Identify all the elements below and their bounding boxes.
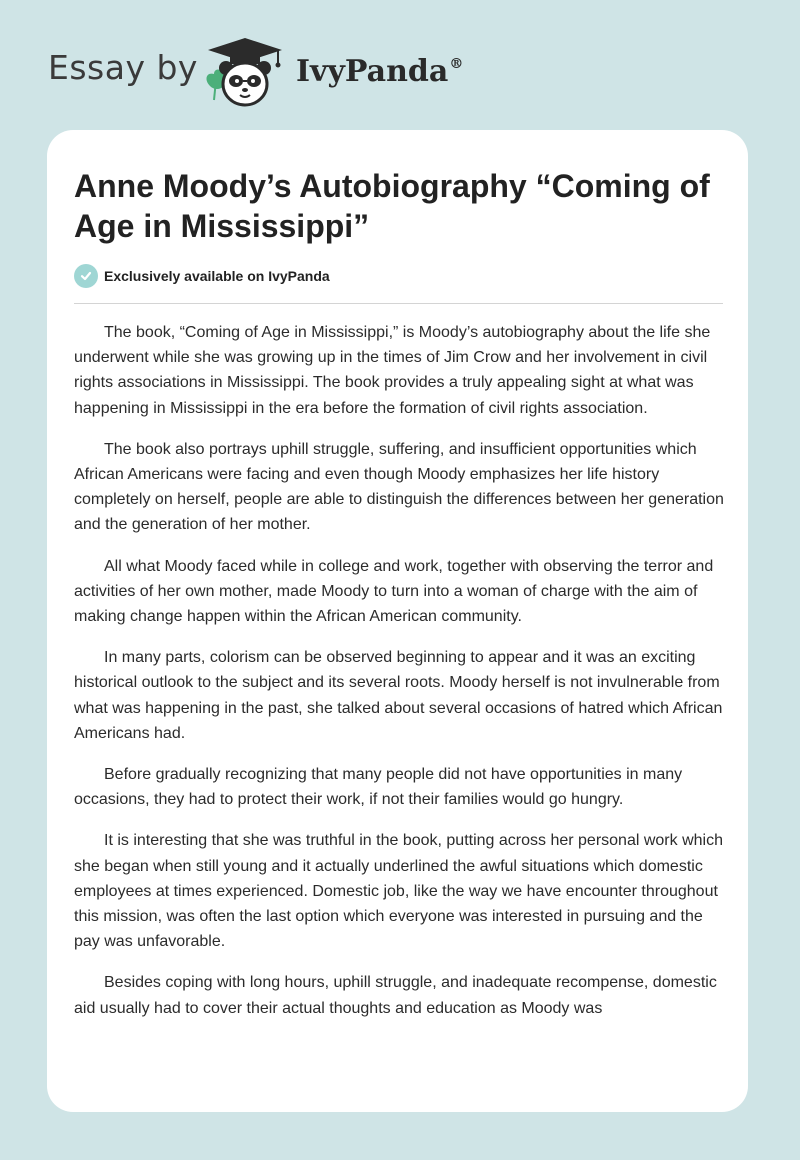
exclusive-badge xyxy=(74,264,330,288)
essay-body xyxy=(74,320,726,1037)
brand-label: IvyPanda xyxy=(296,54,449,89)
essay-paragraph: Besides coping with long hours, uphill struggle, and inadequate recompense, domestic aid usually had to cover their actual thoughts and education as Moody was xyxy=(74,974,717,1017)
essay-title: Anne Moody’s Autobiography “Coming of Age in Mississippi” xyxy=(74,168,710,244)
title-divider xyxy=(74,303,723,304)
ivypanda-panda-logo-icon[interactable] xyxy=(200,34,290,110)
essay-paragraph: It is interesting that she was truthful in the book, putting across her personal work which she began when still young and it actually underlined the awful situations which domestic employees at times experienced. Domestic job, like the way we have encounter throughout this mission, was often the last option which everyone was interested in pursuing and the pay was unfavorable. xyxy=(74,832,723,951)
essay-paragraph: Before gradually recognizing that many people did not have opportunities in many occasions, they had to protect their work, if not their families would go hungry. xyxy=(74,766,683,809)
essay-paragraph: In many parts, colorism can be observed beginning to appear and it was an exciting historical outlook to the subject and its several roots. Moody herself is not invulnerable from what was happening in the past, she talked about several occasions of hatred which African Americans had. xyxy=(74,649,723,742)
registered-mark: ® xyxy=(449,56,464,72)
essay-card xyxy=(47,130,748,1112)
check-circle-icon xyxy=(74,264,98,288)
essay-paragraph: The book also portrays uphill struggle, suffering, and insufficient opportunities which African Americans were facing and even though Moody emphasizes her life history completely on herself, people are able to distinguish the differences between her generation and the generation of her mother. xyxy=(74,440,724,534)
site-header xyxy=(0,0,800,130)
essay-by-label: Essay by xyxy=(48,48,198,87)
essay-paragraph: All what Moody faced while in college and work, together with observing the terror and activities of her own mother, made Moody to turn into a woman of charge with the aim of making change happen within the African American community. xyxy=(74,557,714,626)
essay-paragraph: The book, “Coming of Age in Mississippi,” is Moody’s autobiography about the life she underwent while she was growing up in the times of Jim Crow and her involvement in civil rights associations in Mississippi. The book provides a truly appealing sight at what was happening in Mississippi in the era before the formation of civil rights association. xyxy=(74,324,711,417)
brand-name[interactable] xyxy=(296,54,463,89)
exclusive-badge-label: Exclusively available on IvyPanda xyxy=(104,268,330,284)
